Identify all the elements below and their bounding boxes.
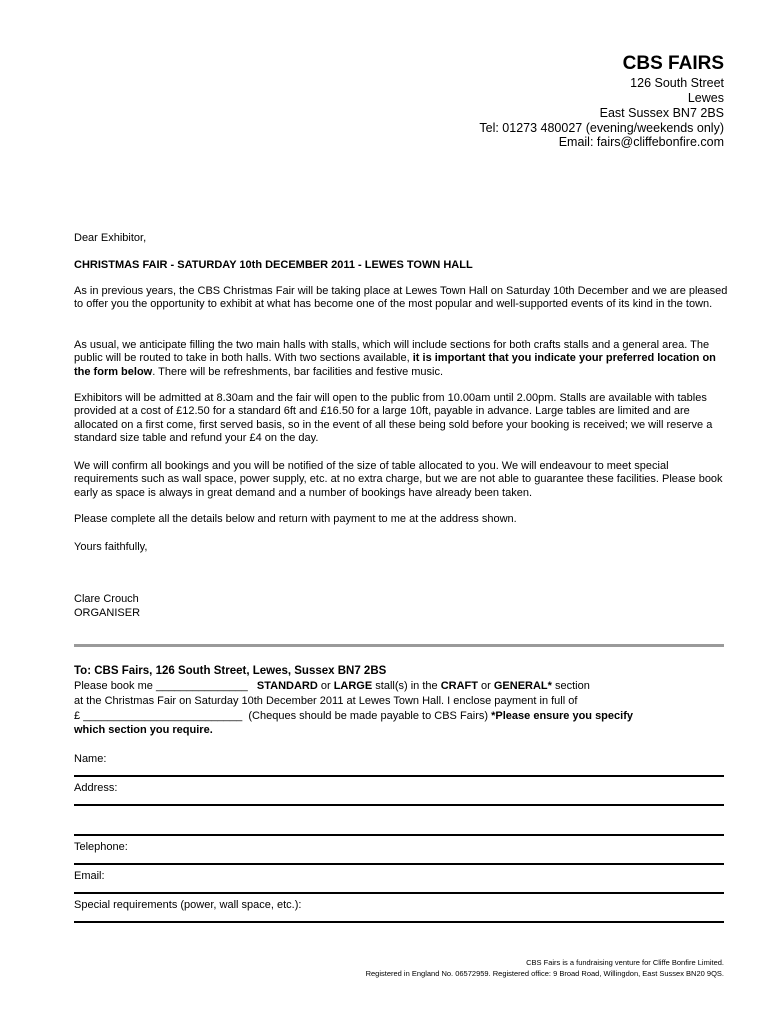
cheques-note: (Cheques should be made payable to CBS Fairs) [248,710,489,722]
footer-line-2: Registered in England No. 06572959. Registered office: 9 Broad Road, Willingdon, East Sussex BN20 9QS. [365,969,724,978]
pound-sign: £ [74,710,81,722]
salutation: Dear Exhibitor, [74,232,147,244]
name-field-line[interactable] [74,775,724,777]
paragraph-2-bold: it is important that you indicate your preferred location on the form below [74,352,716,378]
ensure-note-2: which section you require. [74,724,213,736]
form-line-2: at the Christmas Fair on Saturday 10th December 2011 at Lewes Town Hall. I enclose payment in full of [74,695,578,707]
section-text: section [555,680,590,692]
section-divider [74,644,724,647]
stall-count-blank[interactable]: _______________ [155,680,248,692]
special-requirements-label: Special requirements (power, wall space, etc.): [74,899,302,911]
or-text: or [320,680,331,692]
subject-heading: CHRISTMAS FAIR - SATURDAY 10th DECEMBER 2011 - LEWES TOWN HALL [74,259,473,271]
paragraph-4: We will confirm all bookings and you will be notified of the size of table allocated to you. We will endeavour to meet special requirements such as wall space, power supply, etc. at no extra charge, but we are not able to guarantee these facilities. Please book early as space is always in great demand and a number of bookings have already been taken. [74,460,723,499]
stall-in-text: stall(s) in the [375,680,438,692]
closing: Yours faithfully, [74,541,148,553]
email-field-line[interactable] [74,892,724,894]
book-prefix: Please book me [74,680,153,692]
address-line-1: 126 South Street [630,76,724,90]
address-line-3: East Sussex BN7 2BS [599,106,724,120]
form-payment-line [74,710,734,723]
telephone-label: Telephone: [74,841,128,853]
payment-blank[interactable]: __________________________ [83,710,243,722]
signer-name: Clare Crouch [74,593,139,605]
paragraph-2-end: . There will be refreshments, bar facilities and festive music. [152,365,444,378]
address-field-line-2[interactable] [74,834,724,836]
signer-title: ORGANISER [74,607,141,619]
address-field-line-1[interactable] [74,804,724,806]
large-option: LARGE [333,680,373,692]
general-option: GENERAL* [493,680,552,692]
name-label: Name: [74,753,107,765]
ensure-note: *Please ensure you specify [491,710,633,722]
paragraph-2-start: As usual, we anticipate filling the two main halls with stalls, which will include sections for both crafts stalls and a general area. The public will be routed to take in both halls. With two sections available, [74,339,710,365]
craft-option: CRAFT [440,680,478,692]
or-text-2: or [481,680,491,692]
address-label: Address: [74,782,118,794]
paragraph-3: Exhibitors will be admitted at 8.30am and the fair will open to the public from 10.00am until 2.00pm. Stalls are available with tables provided at a cost of £12.50 for a standard 6ft and £16.50 for a large 10ft, payable in advance. Large tables are limited and are allocated on a first come, first served basis, so in the event of all these being sold before your booking is received; we will reserve a standard size table and refund your £4 on the day. [74,392,713,445]
paragraph-2 [74,339,734,379]
email-line: Email: fairs@cliffebonfire.com [558,135,724,149]
paragraph-5: Please complete all the details below and return with payment to me at the address shown. [74,513,517,525]
standard-option: STANDARD [256,680,318,692]
org-title: CBS FAIRS [622,53,724,74]
telephone-field-line[interactable] [74,863,724,865]
paragraph-1: As in previous years, the CBS Christmas Fair will be taking place at Lewes Town Hall on Saturday 10th December and we are pleased to offer you the opportunity to exhibit at what has become one of the most popular and well-supported events of its kind in the town. [74,285,728,311]
form-booking-line [74,680,734,693]
footer-line-1: CBS Fairs is a fundraising venture for Cliffe Bonfire Limited. [526,958,724,967]
special-requirements-field-line[interactable] [74,921,724,923]
form-recipient: To: CBS Fairs, 126 South Street, Lewes, Sussex BN7 2BS [74,665,387,677]
address-line-2: Lewes [687,91,724,105]
telephone-line: Tel: 01273 480027 (evening/weekends only) [479,121,724,135]
email-label: Email: [74,870,105,882]
